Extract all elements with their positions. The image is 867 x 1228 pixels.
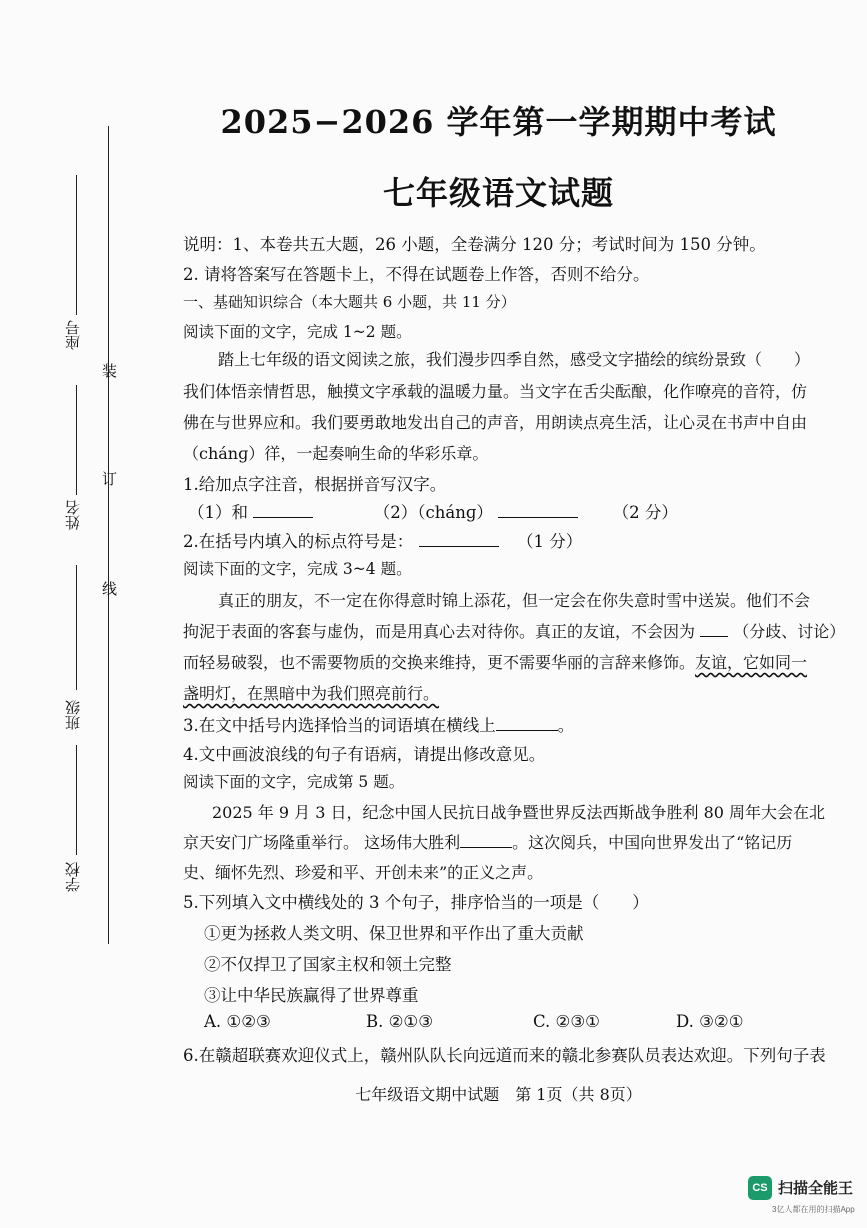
q5-option-d[interactable]: D. ③②① — [676, 1012, 744, 1031]
q3-blank[interactable] — [496, 716, 558, 731]
page-footer: 七年级语文期中试题 第 1页（共 8页） — [355, 1085, 642, 1104]
q3-stem: 3.在文中括号内选择恰当的词语填在横线上 — [183, 716, 496, 735]
class-label: 班级 — [64, 700, 82, 730]
read3-prompt: 阅读下面的文字，完成第 5 题。 — [183, 773, 405, 791]
q2-stem: 2.在括号内填入的标点符号是： — [183, 532, 414, 551]
q1-score: （2 分） — [612, 503, 678, 522]
instruction-1: 说明：1、本卷共五大题，26 小题，全卷满分 120 分；考试时间为 150 分钟。 — [183, 235, 766, 254]
binding-char-xian: 线 — [102, 580, 118, 598]
exam-title: 2025−2026 学年第一学期期中考试 — [220, 103, 777, 141]
passage1-line2: 我们体悟亲情哲思，触摸文字承载的温暖力量。当文字在舌尖酝酿，化作嘹亮的音符，仿 — [183, 382, 808, 401]
passage3-line2-rest: 。这次阅兵，中国向世界发出了“铭记历 — [512, 833, 793, 852]
read1-prompt: 阅读下面的文字，完成 1~2 题。 — [183, 323, 412, 341]
passage3-line2 — [183, 830, 792, 853]
binding-char-zhuang: 装 — [102, 362, 118, 380]
q5-stem: 5.下列填入文中横线处的 3 个句子，排序恰当的一项是（ ） — [183, 893, 649, 912]
wavy-sentence-part2: 盏明灯，在黑暗中为我们照亮前行。 — [183, 684, 440, 703]
instruction-2: 2. 请将答案写在答题卡上，不得在试题卷上作答，否则不给分。 — [183, 265, 650, 284]
passage2-line3-text: 而轻易破裂，也不需要物质的交换来维持，更不需要华丽的言辞来修饰。 — [183, 653, 696, 672]
q5-sentence-2: ②不仅捍卫了国家主权和领土完整 — [204, 955, 452, 974]
passage1-line1: 踏上七年级的语文阅读之旅，我们漫步四季自然，感受文字描绘的缤纷景致（ ） — [218, 350, 811, 369]
school-label: 学校 — [64, 862, 82, 892]
name-field[interactable] — [76, 385, 77, 495]
passage2-line1: 真正的朋友，不一定在你得意时锦上添花，但一定会在你失意时雪中送炭。他们不会 — [218, 591, 811, 610]
binding-line — [108, 126, 109, 944]
q2-blank[interactable] — [419, 532, 499, 547]
read2-prompt: 阅读下面的文字，完成 3~4 题。 — [183, 560, 412, 578]
q1-row — [188, 499, 678, 523]
q1-stem: 1.给加点字注音，根据拼音写汉字。 — [183, 475, 447, 494]
q5-sentence-3: ③让中华民族赢得了世界尊重 — [204, 986, 419, 1005]
q5-passage-blank[interactable] — [460, 833, 512, 848]
q4-stem: 4.文中画波浪线的句子有语病，请提出修改意见。 — [183, 745, 546, 764]
class-field[interactable] — [76, 565, 77, 690]
passage2-word-choice: （分歧、讨论） — [733, 622, 846, 641]
q2-row — [183, 528, 582, 552]
passage1-line4: （chánɡ）徉，一起奏响生命的华彩乐章。 — [183, 444, 489, 463]
q5-sentence-1: ①更为拯救人类文明、保卫世界和平作出了重大贡献 — [204, 924, 584, 943]
section1-heading: 一、基础知识综合（本大题共 6 小题，共 11 分） — [183, 293, 516, 311]
q1-blank1[interactable] — [253, 503, 313, 518]
watermark-brand: 扫描全能王 — [778, 1180, 854, 1197]
passage2-line4 — [183, 681, 439, 704]
watermark-sub: 3亿人都在用的扫描App — [772, 1205, 855, 1214]
passage2-line2 — [183, 619, 845, 642]
passage2-line3 — [183, 650, 807, 673]
passage2-line2-text: 拘泥于表面的客套与虚伪，而是用真心去对待你。真正的友谊，不会因为 — [183, 622, 696, 641]
q3-row — [183, 712, 574, 736]
name-label: 姓名 — [64, 500, 82, 530]
passage1-line3: 佛在与世界应和。我们要勇敢地发出自己的声音，用朗读点亮生活，让心灵在书声中自由 — [183, 413, 808, 432]
q3-inline-blank[interactable] — [700, 622, 728, 637]
camscanner-logo-icon: CS — [748, 1176, 772, 1200]
passage3-line1: 2025 年 9 月 3 日，纪念中国人民抗日战争暨世界反法西斯战争胜利 80 周年大会在北 — [212, 803, 826, 822]
seat-number-label: 座号 — [64, 320, 82, 350]
school-field[interactable] — [76, 745, 77, 855]
q5-option-c[interactable]: C. ②③① — [533, 1012, 600, 1031]
q5-option-a[interactable]: A. ①②③ — [204, 1012, 271, 1031]
q5-option-b[interactable]: B. ②①③ — [366, 1012, 433, 1031]
wavy-sentence-part1: 友谊，它如同一 — [695, 653, 808, 672]
q2-score: （1 分） — [517, 532, 583, 551]
q3-end: 。 — [557, 716, 575, 735]
passage3-line3: 史、缅怀先烈、珍爱和平、开创未来”的正义之声。 — [183, 863, 544, 882]
q1-part2: （2）（chánɡ） — [373, 503, 493, 522]
exam-subtitle: 七年级语文试题 — [382, 174, 614, 212]
passage3-line2-text: 京天安门广场隆重举行。 这场伟大胜利 — [183, 833, 461, 852]
q6-stem: 6.在赣超联赛欢迎仪式上，赣州队队长向远道而来的赣北参赛队员表达欢迎。下列句子表 — [183, 1046, 826, 1065]
q1-blank2[interactable] — [498, 503, 578, 518]
q1-part1: （1）和 — [188, 503, 248, 522]
binding-char-ding: 订 — [102, 470, 118, 488]
